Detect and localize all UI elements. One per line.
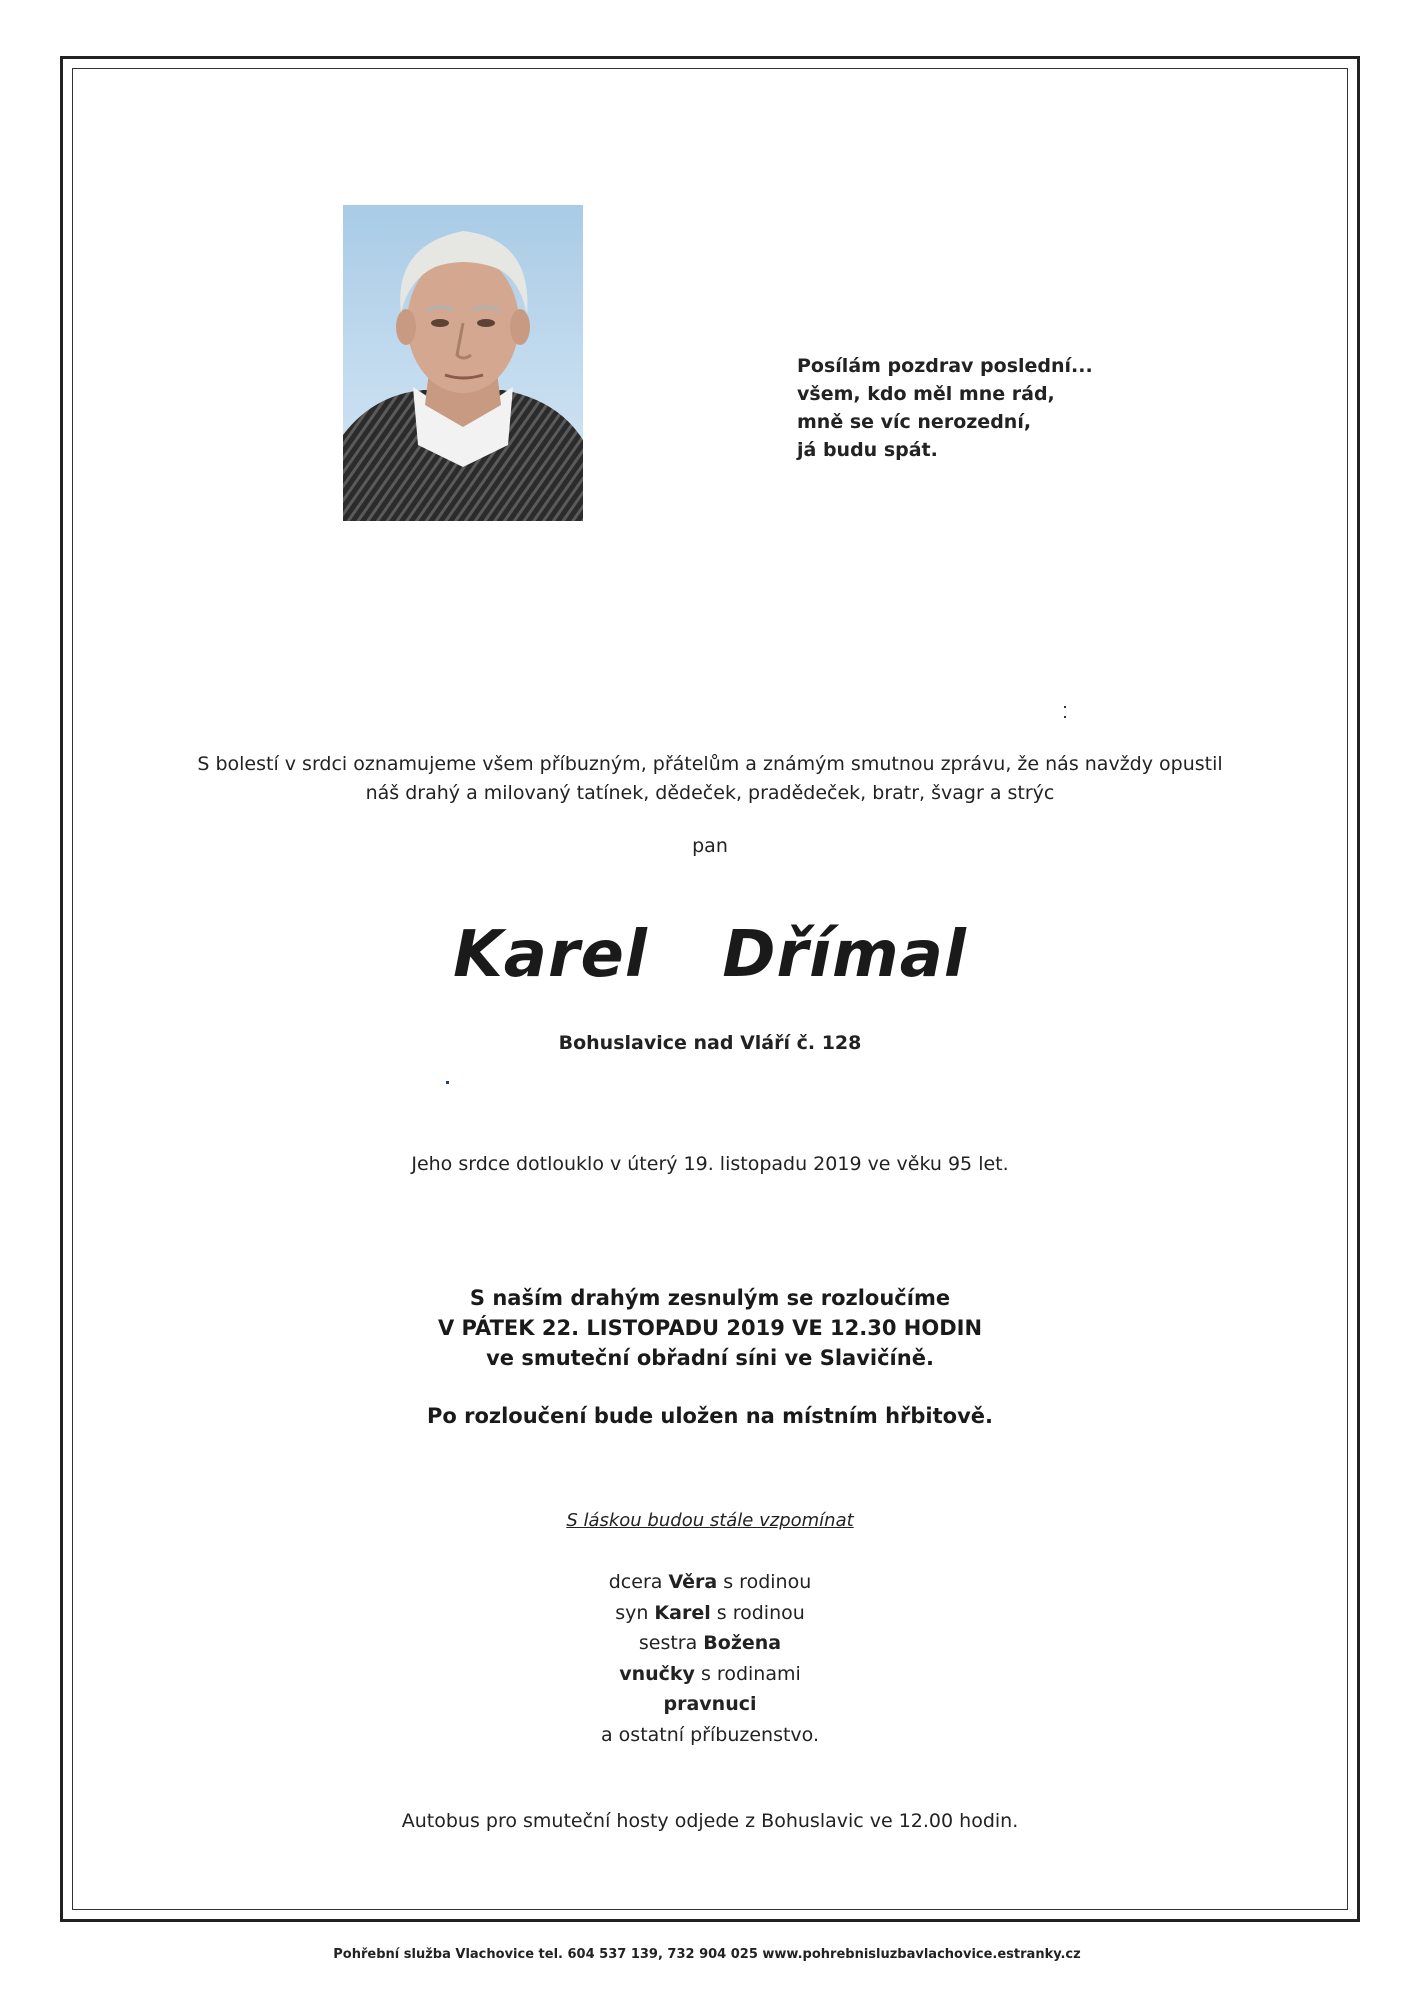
scan-speck [446, 1081, 449, 1084]
portrait-photo [343, 205, 583, 521]
scan-speck [1064, 706, 1066, 708]
footer-contact: Pohřební služba Vlachovice tel. 604 537 139, 732 904 025 www.pohrebnisluzbavlachovice.estranky.cz [333, 1947, 1081, 1962]
family-member: syn Karel s rodinou [615, 1601, 805, 1624]
poem-line: Posílám pozdrav poslední... [797, 355, 1093, 377]
family-member: dcera Věra s rodinou [608, 1571, 812, 1593]
title-word: pan [692, 835, 728, 857]
bus-notice: Autobus pro smuteční hosty odjede z Bohuslavic ve 12.00 hodin. [401, 1810, 1019, 1832]
burial-notice: Po rozloučení bude uložen na místním hřbitově. [426, 1404, 994, 1428]
family-member: pravnuci [663, 1693, 757, 1715]
intro-line-2: náš drahý a milovaný tatínek, dědeček, pradědeček, bratr, švagr a strýc [365, 782, 1055, 804]
poem [797, 352, 1093, 464]
portrait-icon [343, 205, 583, 521]
family-list [72, 1567, 1348, 1750]
farewell-line-2: V PÁTEK 22. LISTOPADU 2019 VE 12.30 HODIN [437, 1316, 983, 1340]
farewell-line-1: S naším drahým zesnulým se rozloučíme [469, 1286, 951, 1310]
poem-line: mně se víc nerozední, [797, 411, 1032, 433]
intro-line-1: S bolestí v srdci oznamujeme všem příbuzným, přátelům a známým smutnou zprávu, že nás navždy opustil [197, 753, 1223, 775]
announcement-intro [72, 750, 1348, 808]
poem-line: všem, kdo měl mne rád, [797, 383, 1055, 405]
deceased-address: Bohuslavice nad Vláří č. 128 [558, 1032, 862, 1054]
poem-line: já budu spát. [797, 439, 938, 461]
farewell-line-3: ve smuteční obřadní síni ve Slavičíně. [486, 1346, 934, 1370]
family-member: sestra Božena [638, 1632, 782, 1654]
scan-speck [1064, 716, 1066, 718]
family-member: vnučky s rodinami [619, 1662, 801, 1685]
family-member: a ostatní příbuzenstvo. [601, 1723, 819, 1746]
memory-heading: S láskou budou stále vzpomínat [566, 1510, 854, 1531]
death-notice: Jeho srdce dotlouklo v úterý 19. listopadu 2019 ve věku 95 let. [411, 1153, 1009, 1175]
deceased-name: Karel Dřímal [453, 918, 967, 992]
farewell-details [72, 1283, 1348, 1373]
